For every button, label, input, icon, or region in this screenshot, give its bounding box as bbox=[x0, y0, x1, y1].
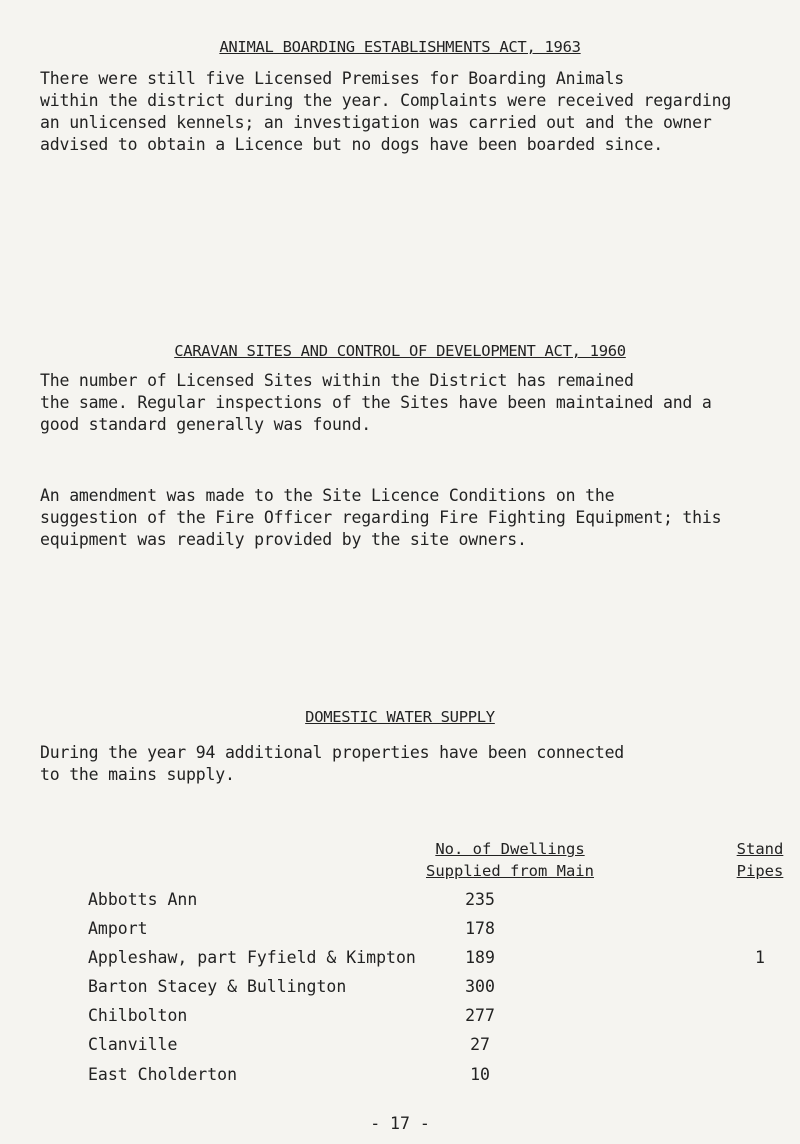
heading-caravan-sites: CARAVAN SITES AND CONTROL OF DEVELOPMENT ACT, 1960 bbox=[174, 342, 626, 360]
place-name: East Cholderton bbox=[88, 1065, 238, 1084]
heading-domestic-water: DOMESTIC WATER SUPPLY bbox=[305, 708, 495, 726]
place-name: Abbotts Ann bbox=[88, 890, 198, 909]
dwellings-count: 189 bbox=[465, 948, 495, 967]
table-row bbox=[0, 1005, 800, 1027]
table-row bbox=[0, 918, 800, 940]
column-header-stand-pipes: Stand Pipes bbox=[736, 840, 784, 880]
column-header-dwellings: No. of Dwellings Supplied from Main bbox=[426, 840, 594, 880]
dwellings-count: 178 bbox=[465, 919, 495, 938]
paragraph-caravan-sites-1: The number of Licensed Sites within the District has remained the same. Regular inspections of the Sites have been maintained and a good standard generally was found. bbox=[40, 371, 712, 434]
table-row bbox=[0, 889, 800, 911]
table-row bbox=[0, 1034, 800, 1056]
table-row bbox=[0, 976, 800, 998]
paragraph-domestic-water: During the year 94 additional properties have been connected to the mains supply. bbox=[40, 743, 625, 784]
paragraph-animal-boarding: There were still five Licensed Premises for Boarding Animals within the district during the year. Complaints were received regarding an unlicensed kennels; an investigation was carried out and the owner advised to obtain a Licence but no dogs have been boarded since. bbox=[40, 69, 732, 154]
dwellings-count: 10 bbox=[470, 1065, 490, 1084]
place-name: Clanville bbox=[88, 1035, 178, 1054]
dwellings-count: 27 bbox=[470, 1035, 490, 1054]
heading-animal-boarding: ANIMAL BOARDING ESTABLISHMENTS ACT, 1963 bbox=[219, 38, 581, 56]
table-row bbox=[0, 1064, 800, 1086]
place-name: Amport bbox=[88, 919, 148, 938]
table-row bbox=[0, 947, 800, 969]
page-number: - 17 - bbox=[370, 1114, 430, 1133]
place-name: Chilbolton bbox=[88, 1006, 188, 1025]
dwellings-count: 235 bbox=[465, 890, 495, 909]
dwellings-count: 277 bbox=[465, 1006, 495, 1025]
stand-pipes-count: 1 bbox=[755, 948, 765, 967]
place-name: Appleshaw, part Fyfield & Kimpton bbox=[88, 948, 416, 967]
paragraph-caravan-sites-2: An amendment was made to the Site Licence Conditions on the suggestion of the Fire Officer regarding Fire Fighting Equipment; this equipment was readily provided by the site owners. bbox=[40, 486, 722, 549]
place-name: Barton Stacey & Bullington bbox=[88, 977, 347, 996]
dwellings-count: 300 bbox=[465, 977, 495, 996]
